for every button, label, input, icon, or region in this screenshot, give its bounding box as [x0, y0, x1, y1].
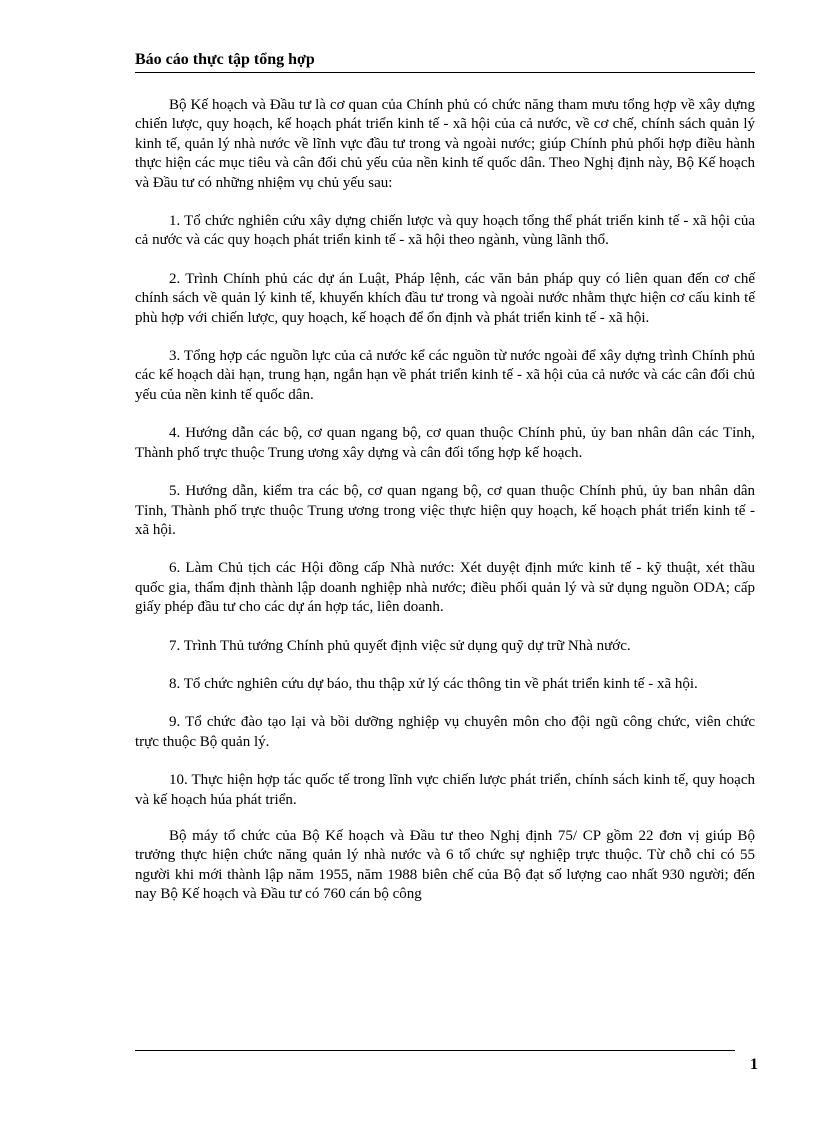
page-header-title: Báo cáo thực tập tổng hợp — [135, 51, 315, 68]
duty-item-9: 9. Tổ chức đào tạo lại và bồi dưỡng nghiệp vụ chuyên môn cho đội ngũ công chức, viên chức trực thuộc Bộ quản lý. — [135, 714, 755, 750]
duty-item-10: 10. Thực hiện hợp tác quốc tế trong lĩnh vực chiến lược phát triển, chính sách kinh tế, quy hoạch và kế hoạch húa phát triển. — [135, 772, 755, 808]
intro-paragraph: Bộ Kế hoạch và Đầu tư là cơ quan của Chính phủ có chức năng tham mưu tổng hợp về xây dựng chiến lược, quy hoạch, kế hoạch phát triển kinh tế - xã hội của cả nước, về cơ chế, chính sách quản lý kinh tế, quản lý nhà nước về lĩnh vực đầu tư trong và ngoài nước; giúp Chính phủ phối hợp điều hành thực hiện các mục tiêu và cân đối chủ yếu của nền kinh tế quốc dân. Theo Nghị định này, Bộ Kế hoạch và Đầu tư có những nhiệm vụ chủ yếu sau: — [135, 97, 755, 191]
duty-item-8: 8. Tổ chức nghiên cứu dự báo, thu thập xử lý các thông tin về phát triển kinh tế - xã hội. — [169, 675, 698, 692]
duty-item-3: 3. Tổng hợp các nguồn lực của cả nước kể các nguồn từ nước ngoài để xây dựng trình Chính phủ các kế hoạch dài hạn, trung hạn, ngắn hạn về phát triển kinh tế - xã hội của cả nước và các cân đối chủ yếu của nền kinh tế quốc dân. — [135, 348, 755, 403]
duty-item-5: 5. Hướng dẫn, kiểm tra các bộ, cơ quan ngang bộ, cơ quan thuộc Chính phủ, ủy ban nhân dân Tỉnh, Thành phố trực thuộc Trung ương trong việc thực hiện quy hoạch, kế hoạch phát triển kinh tế - xã hội. — [135, 483, 755, 538]
duty-item-4: 4. Hướng dẫn các bộ, cơ quan ngang bộ, cơ quan thuộc Chính phủ, ủy ban nhân dân các Tỉnh, Thành phố trực thuộc Trung ương xây dựng và cân đối tổng hợp kế hoạch. — [135, 425, 755, 461]
duty-item-6: 6. Làm Chủ tịch các Hội đồng cấp Nhà nước: Xét duyệt định mức kinh tế - kỹ thuật, xét thầu quốc gia, thẩm định thành lập doanh nghiệp nhà nước; điều phối quản lý và sử dụng nguồn ODA; cấp giấy phép đầu tư cho các dự án hợp tác, liên doanh. — [135, 560, 755, 616]
organization-paragraph: Bộ máy tổ chức của Bộ Kế hoạch và Đầu tư theo Nghị định 75/ CP gồm 22 đơn vị giúp Bộ trưởng thực hiện chức năng quản lý nhà nước và 6 tổ chức sự nghiệp trực thuộc. Từ chỗ chỉ có 55 người khi mới thành lập năm 1955, năm 1988 biên chế của Bộ đạt số lượng cao nhất 930 người; đến nay Bộ Kế hoạch và Đầu tư có 760 cán bộ công — [135, 827, 755, 903]
duty-item-1: 1. Tổ chức nghiên cứu xây dựng chiến lược và quy hoạch tổng thể phát triển kinh tế - xã hội của cả nước và các quy hoạch phát triển kinh tế - xã hội theo ngành, vùng lãnh thổ. — [135, 213, 755, 249]
document-body — [135, 96, 755, 924]
footer-divider — [135, 1050, 735, 1051]
duty-item-7: 7. Trình Thủ tướng Chính phủ quyết định việc sử dụng quỹ dự trữ Nhà nước. — [169, 637, 631, 654]
page-header — [135, 50, 755, 73]
duty-item-2: 2. Trình Chính phủ các dự án Luật, Pháp lệnh, các văn bản pháp quy có liên quan đến cơ chế chính sách về quản lý kinh tế, khuyến khích đầu tư trong và ngoài nước nhằm thực hiện cơ cấu kinh tế phù hợp với chiến lược, quy hoạch, kế hoạch để ổn định và phát triển kinh tế - xã hội. — [135, 270, 755, 326]
page-number: 1 — [750, 1056, 758, 1073]
